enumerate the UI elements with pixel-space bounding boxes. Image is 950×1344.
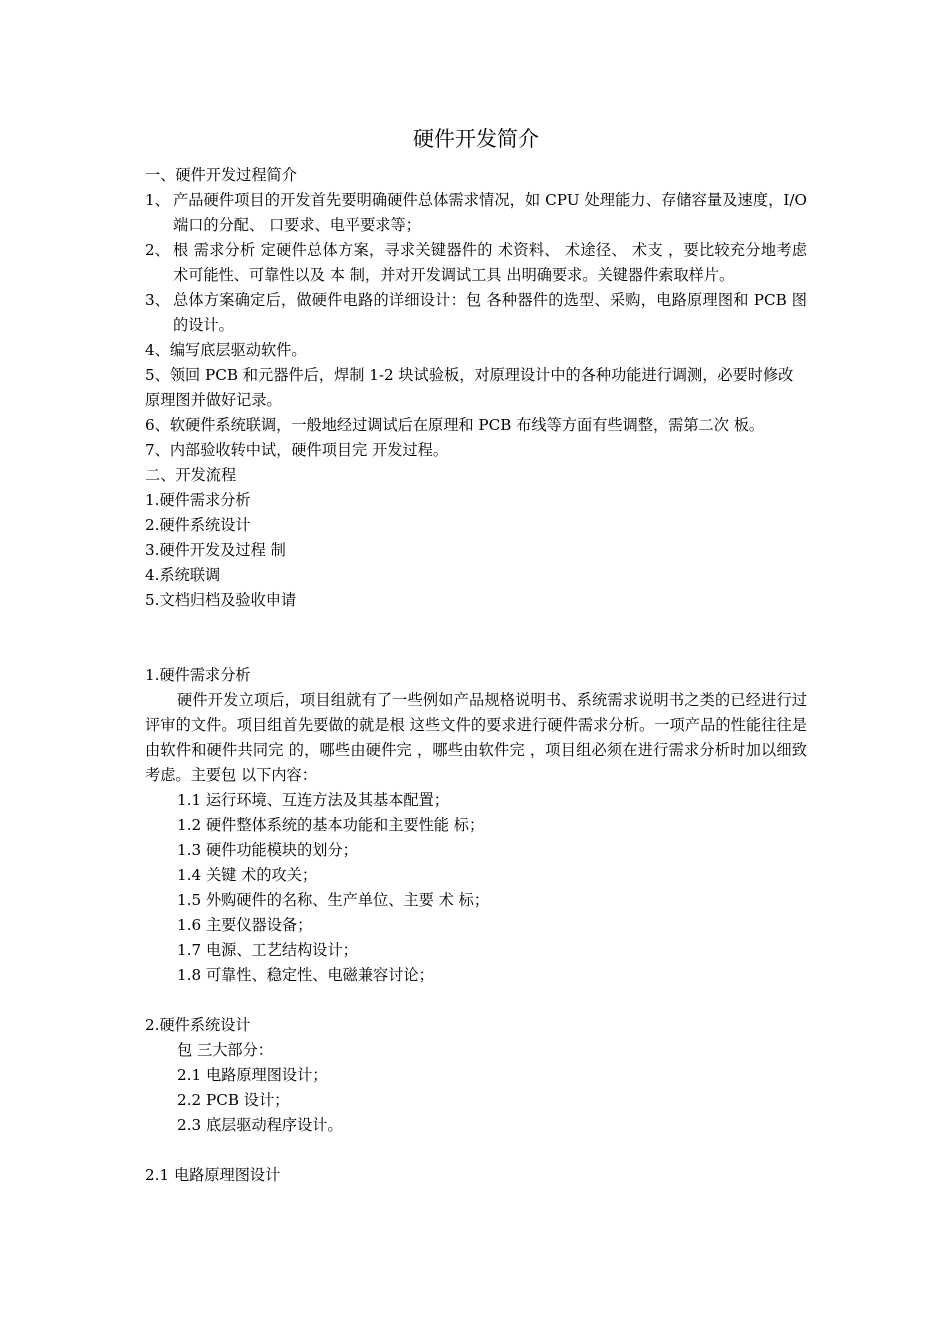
flow-step: 2.硬件系统设计 (145, 516, 251, 534)
section-heading-schematic-design: 2.1 电路原理图设计 (145, 1166, 281, 1184)
list-item-text: 6、软硬件系统联调，一般地经过调试后在原理和 PCB 布线等方面有些调整，需第二次 板。 (145, 416, 765, 434)
document-page (145, 118, 807, 1188)
requirement-item: 1.6 主要仪器设备； (177, 916, 313, 934)
list-item-text: 产品硬件项目的开发首先要明确硬件总体需求情况，如 CPU 处理能力、存储容量及速度，I/O 端口的分配、 口要求、电平要求等； (173, 191, 807, 234)
system-design-item: 2.2 PCB 设计； (177, 1091, 290, 1109)
requirements-paragraph: 硬件开发立项后，项目组就有了一些例如产品规格说明书、系统需求说明书之类的已经进行过评审的文件。项目组首先要做的就是根 这些文件的要求进行硬件需求分析。一项产品的性能往往是由软件和硬件共同完 的，哪些由硬件完 ，哪些由软件完 ，项目组必须在进行需求分析时加以细致考虑。主要包 以下内容： (145, 691, 807, 784)
spacer (145, 613, 807, 663)
flow-step: 5.文档归档及验收申请 (145, 591, 297, 609)
requirement-item: 1.2 硬件整体系统的基本功能和主要性能 标； (177, 816, 485, 834)
page-title: 硬件开发简介 (413, 127, 539, 151)
list-item-number: 3、 (145, 291, 170, 309)
requirement-item: 1.4 关键 术的攻关； (177, 866, 318, 884)
spacer (145, 1138, 807, 1163)
list-item (145, 238, 807, 288)
system-design-intro: 包 三大部分： (177, 1041, 273, 1059)
system-design-item: 2.3 底层驱动程序设计。 (177, 1116, 343, 1134)
requirement-item: 1.8 可靠性、稳定性、电磁兼容讨论； (177, 966, 434, 984)
flow-step: 1.硬件需求分析 (145, 491, 251, 509)
list-item (145, 188, 807, 238)
section-heading-requirements: 1.硬件需求分析 (145, 666, 251, 684)
list-item-text: 5、领回 PCB 和元器件后，焊制 1-2 块试验板，对原理设计中的各种功能进行调测，必要时修改原理图并做好记录。 (145, 366, 794, 409)
section-heading-dev-flow: 二、开发流程 (145, 466, 237, 484)
list-item-number: 1、 (145, 191, 170, 209)
requirement-item: 1.1 运行环境、互连方法及其基本配置； (177, 791, 449, 809)
flow-step: 3.硬件开发及过程 制 (145, 541, 286, 559)
list-item-text: 根 需求分析 定硬件总体方案，寻求关键器件的 术资料、 术途径、 术支 ，要比较充分地考虑 术可能性、可靠性以及 本 制，并对开发调试工具 出明确要求。关键器件索取样片。 (173, 241, 807, 284)
requirement-item: 1.3 硬件功能模块的划分； (177, 841, 358, 859)
requirement-item: 1.7 电源、工艺结构设计； (177, 941, 358, 959)
list-item-text: 7、内部验收转中试，硬件项目完 开发过程。 (145, 441, 449, 459)
spacer (145, 988, 807, 1013)
list-item (145, 288, 807, 338)
requirement-item: 1.5 外购硬件的名称、生产单位、主要 术 标； (177, 891, 490, 909)
section-heading-system-design: 2.硬件系统设计 (145, 1016, 251, 1034)
list-item-number: 2、 (145, 241, 170, 259)
system-design-item: 2.1 电路原理图设计； (177, 1066, 328, 1084)
list-item-text: 总体方案确定后，做硬件电路的详细设计：包 各种器件的选型、采购，电路原理图和 PCB 图的设计。 (173, 291, 807, 334)
section-heading-process-overview: 一、硬件开发过程简介 (145, 166, 297, 184)
flow-step: 4.系统联调 (145, 566, 221, 584)
list-item-text: 4、编写底层驱动软件。 (145, 341, 307, 359)
